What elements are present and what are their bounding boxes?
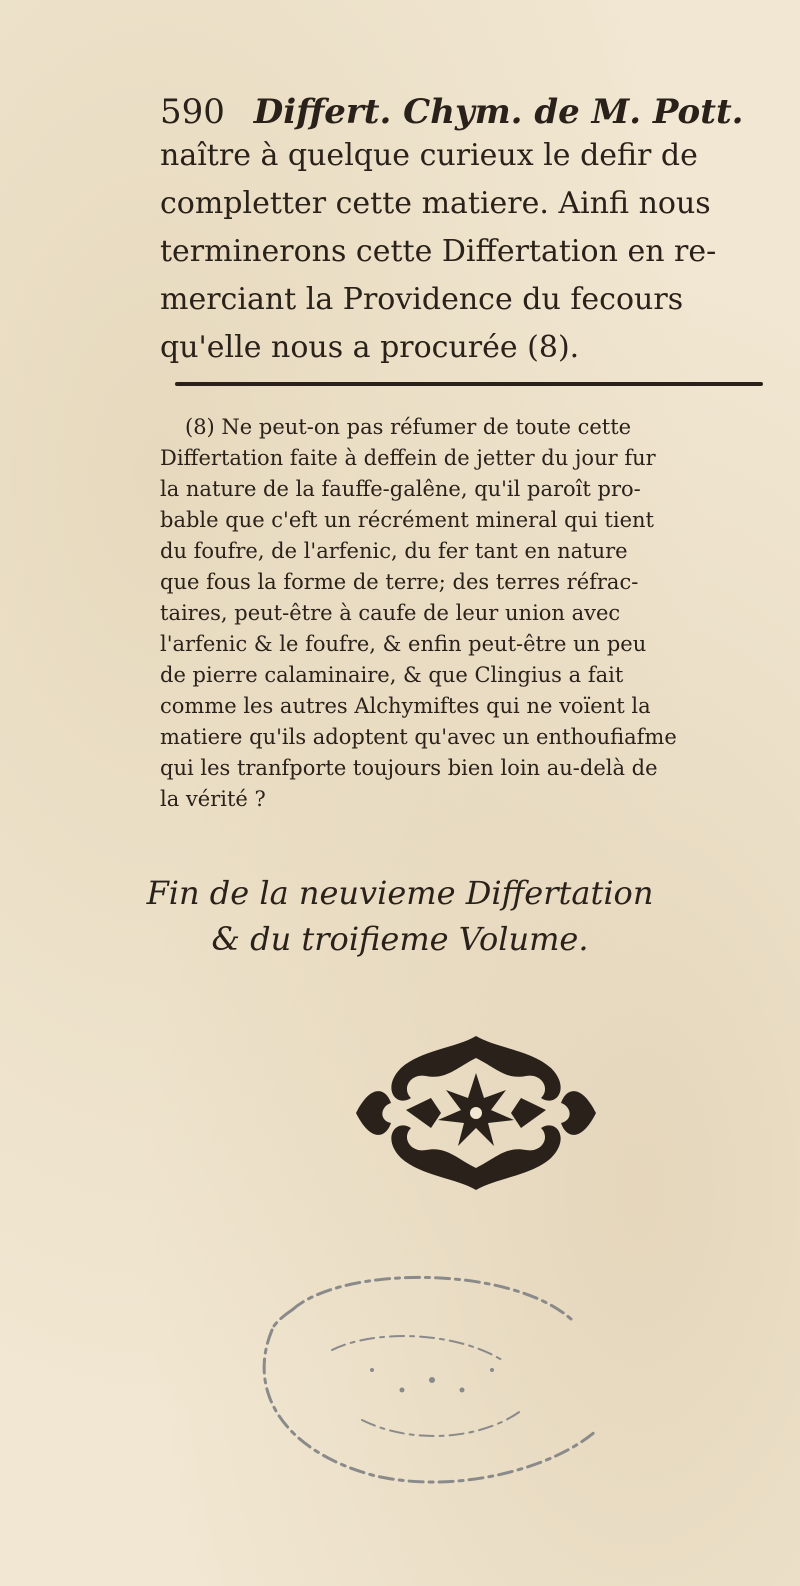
footnote-line: du foufre, de l'arfenic, du fer tant en nature xyxy=(160,539,628,563)
body-line: naître à quelque curieux le defir de xyxy=(160,138,698,173)
closing-line: Fin de la neuvieme Differtation xyxy=(146,874,654,912)
running-head xyxy=(160,92,744,132)
footnote-line: la nature de la fauffe-galêne, qu'il paroît pro- xyxy=(160,477,641,501)
footnote-line: (8) Ne peut-on pas réfumer de toute cette xyxy=(185,415,632,439)
closing-line: & du troifieme Volume. xyxy=(211,920,589,958)
body-line: qu'elle nous a procurée (8). xyxy=(160,330,580,365)
footnote-line: comme les autres Alchymiftes qui ne voïent la xyxy=(160,694,651,718)
body-paragraph xyxy=(160,132,760,372)
footnote-line: la vérité ? xyxy=(160,787,266,811)
footnote-line: Differtation faite à deffein de jetter du jour fur xyxy=(160,446,656,470)
footnote-line: bable que c'eft un récrément mineral qui tient xyxy=(160,508,654,532)
footnote-line: de pierre calaminaire, & que Clingius a fait xyxy=(160,663,624,687)
footnote xyxy=(160,412,770,815)
body-line: completter cette matiere. Ainfi nous xyxy=(160,186,711,221)
footnote-line: qui les tranfporte toujours bien loin au-delà de xyxy=(160,756,658,780)
footnote-line: l'arfenic & le foufre, & enfin peut-être un peu xyxy=(160,632,647,656)
separator-rule xyxy=(175,382,763,386)
body-line: merciant la Providence du fecours xyxy=(160,282,684,317)
footnote-line: taires, peut-être à caufe de leur union avec xyxy=(160,601,621,625)
closing-statement xyxy=(0,870,800,962)
library-stamp-icon xyxy=(252,1270,622,1500)
footnote-line: que fous la forme de terre; des terres réfrac- xyxy=(160,570,639,594)
footnote-line: matiere qu'ils adoptent qu'avec un enthoufiafme xyxy=(160,725,677,749)
fleuron-ornament-icon xyxy=(346,1028,606,1198)
page-number: 590 xyxy=(160,92,225,132)
body-line: terminerons cette Differtation en re- xyxy=(160,234,717,269)
running-title: Differt. Chym. de M. Pott. xyxy=(253,92,744,132)
